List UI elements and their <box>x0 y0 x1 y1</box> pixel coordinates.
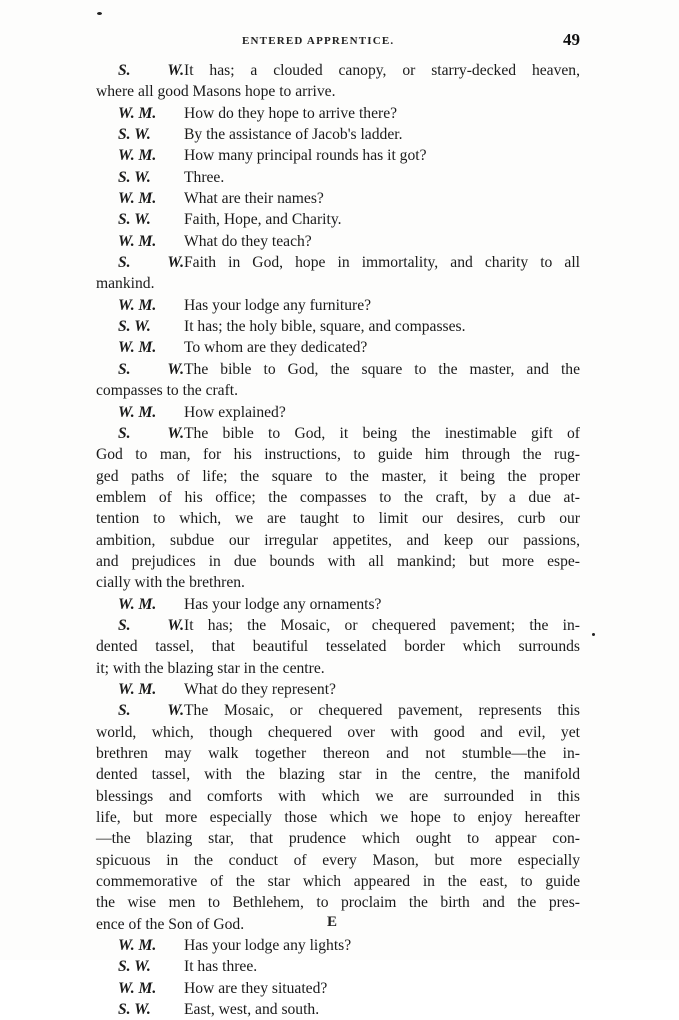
speaker-label: S. W. <box>118 318 151 336</box>
dialogue-line <box>96 145 580 166</box>
dialogue-line <box>96 615 580 636</box>
ink-speck <box>592 633 595 636</box>
line-text: It has; the Mosaic, or chequered pavement; the in- <box>184 616 580 634</box>
speaker-label: S. W. <box>118 62 184 79</box>
line-text: cially with the brethren. <box>96 574 245 592</box>
line-text: life, but more especially those which we hope to enjoy hereafter <box>96 809 580 827</box>
line-text: How many principal rounds has it got? <box>184 147 427 165</box>
speaker-label: W. M. <box>118 595 157 613</box>
dialogue-line <box>96 188 580 209</box>
line-text: It has; a clouded canopy, or starry-decked heaven, <box>184 62 580 79</box>
page-header <box>100 30 580 53</box>
dialogue-line <box>96 594 580 615</box>
ink-speck <box>97 12 102 15</box>
speaker-label: S. W. <box>118 616 184 634</box>
continuation-line <box>96 786 580 807</box>
line-text: brethren may walk together thereon and not stumble—the in- <box>96 745 580 762</box>
line-text: Has your lodge any ornaments? <box>184 595 382 613</box>
speaker-label: W. M. <box>118 147 157 165</box>
continuation-line <box>96 444 580 465</box>
line-text: ence of the Son of God. <box>96 915 245 933</box>
line-text: By the assistance of Jacob's ladder. <box>184 126 403 144</box>
line-text: How do they hope to arrive there? <box>184 104 398 122</box>
line-text: God to man, for his instructions, to guide him through the rug- <box>96 446 580 464</box>
line-text: blessings and comforts with which we are surrounded in this <box>96 787 580 805</box>
speaker-label: W. M. <box>118 232 157 250</box>
dialogue-line <box>96 679 580 700</box>
line-text: dented tassel, with the blazing star in the centre, the manifold <box>96 766 580 784</box>
continuation-line <box>96 380 580 401</box>
line-text: How explained? <box>184 403 286 421</box>
line-text: What do they represent? <box>184 680 336 698</box>
line-text: Faith in God, hope in immortality, and charity to all <box>184 254 580 272</box>
dialogue-line <box>96 124 580 145</box>
line-text: What are their names? <box>184 190 324 208</box>
continuation-line <box>96 572 580 593</box>
dialogue-line <box>96 978 580 999</box>
continuation-line <box>96 636 580 657</box>
line-text: Has your lodge any furniture? <box>184 296 372 314</box>
dialogue-line <box>96 252 580 273</box>
line-text: spicuous in the conduct of every Mason, but more especially <box>96 851 580 869</box>
line-text: It has; the holy bible, square, and compasses. <box>184 318 466 336</box>
speaker-label: S. W. <box>118 360 184 378</box>
line-text: commemorative of the star which appeared in the east, to guide <box>96 873 580 891</box>
catechism-text <box>96 60 580 1020</box>
dialogue-line <box>96 359 580 380</box>
speaker-label: W. M. <box>118 979 157 997</box>
speaker-label: W. M. <box>118 190 157 208</box>
signature-mark: E <box>327 914 338 930</box>
speaker-label: W. M. <box>118 403 157 421</box>
continuation-line <box>96 722 580 743</box>
continuation-line <box>96 850 580 871</box>
running-title: ENTERED APPRENTICE. <box>242 35 395 47</box>
line-text: ambition, subdue our irregular appetites, and keep our passions, <box>96 531 580 549</box>
line-text: Faith, Hope, and Charity. <box>184 211 342 229</box>
line-text: How are they situated? <box>184 979 328 997</box>
continuation-line <box>96 508 580 529</box>
dialogue-line <box>96 935 580 956</box>
line-text: it; with the blazing star in the centre. <box>96 659 325 677</box>
continuation-line <box>96 892 580 913</box>
dialogue-line <box>96 231 580 252</box>
line-text: The bible to God, it being the inestimable gift of <box>184 424 580 442</box>
continuation-line <box>96 914 580 935</box>
line-text: dented tassel, that beautiful tesselated border which surrounds <box>96 638 580 656</box>
continuation-line <box>96 466 580 487</box>
continuation-line <box>96 530 580 551</box>
dialogue-line <box>96 209 580 230</box>
speaker-label: S. W. <box>118 958 151 976</box>
continuation-line <box>96 764 580 785</box>
line-text: compasses to the craft. <box>96 382 239 400</box>
line-text: What do they teach? <box>184 232 312 250</box>
speaker-label: S. W. <box>118 168 151 186</box>
dialogue-line <box>96 60 580 81</box>
dialogue-line <box>96 103 580 124</box>
speaker-label: W. M. <box>118 104 157 122</box>
line-text: ged paths of life; the square to the master, it being the proper <box>96 467 580 485</box>
line-text: Three. <box>184 168 225 186</box>
line-text: The Mosaic, or chequered pavement, represents this <box>184 702 580 720</box>
line-text: It has three. <box>184 958 258 976</box>
line-text: East, west, and south. <box>184 1001 320 1019</box>
line-text: Has your lodge any lights? <box>184 937 352 955</box>
continuation-line <box>96 81 580 102</box>
dialogue-line <box>96 402 580 423</box>
dialogue-line <box>96 337 580 358</box>
page-number: 49 <box>563 30 580 49</box>
continuation-line <box>96 743 580 764</box>
continuation-line <box>96 551 580 572</box>
dialogue-line <box>96 700 580 721</box>
continuation-line <box>96 828 580 849</box>
line-text: To whom are they dedicated? <box>184 339 368 357</box>
dialogue-line <box>96 167 580 188</box>
continuation-line <box>96 273 580 294</box>
speaker-label: S. W. <box>118 1001 151 1019</box>
dialogue-line <box>96 295 580 316</box>
speaker-label: W. M. <box>118 937 157 955</box>
dialogue-line <box>96 316 580 337</box>
speaker-label: S. W. <box>118 424 184 442</box>
line-text: the wise men to Bethlehem, to proclaim the birth and the pres- <box>96 894 580 912</box>
dialogue-line <box>96 999 580 1020</box>
line-text: where all good Masons hope to arrive. <box>96 83 336 101</box>
speaker-label: W. M. <box>118 339 157 357</box>
line-text: —the blazing star, that prudence which ought to appear con- <box>96 830 580 848</box>
continuation-line <box>96 871 580 892</box>
line-text: emblem of his office; the compasses to the craft, by a due at- <box>96 488 580 506</box>
line-text: and prejudices in due bounds with all mankind; but more espe- <box>96 552 580 570</box>
line-text: mankind. <box>96 275 155 293</box>
line-text: world, which, though chequered over with good and evil, yet <box>96 723 580 741</box>
speaker-label: S. W. <box>118 702 184 720</box>
speaker-label: S. W. <box>118 254 184 272</box>
continuation-line <box>96 807 580 828</box>
dialogue-line <box>96 423 580 444</box>
speaker-label: W. M. <box>118 296 157 314</box>
continuation-line <box>96 487 580 508</box>
speaker-label: S. W. <box>118 211 151 229</box>
line-text: The bible to God, the square to the master, and the <box>184 360 580 378</box>
speaker-label: W. M. <box>118 680 157 698</box>
line-text: tention to which, we are taught to limit our desires, curb our <box>96 510 580 528</box>
continuation-line <box>96 658 580 679</box>
speaker-label: S. W. <box>118 126 151 144</box>
